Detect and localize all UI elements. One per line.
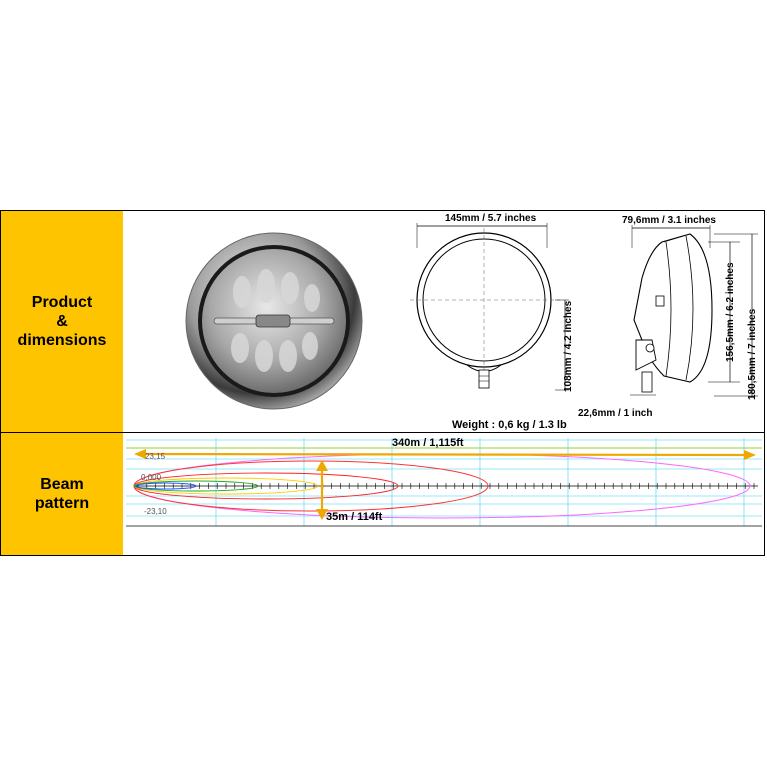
side-height-outer-label: 180,5mm / 7 inches — [747, 308, 758, 400]
beam-pattern-header — [1, 433, 123, 555]
beam-label-line2: pattern — [34, 495, 90, 512]
front-height-label: 108mm / 4.2 inches — [563, 300, 574, 392]
side-depth-label: 79,6mm / 3.1 inches — [622, 215, 716, 226]
y-tick-mid: 0,000 — [141, 473, 162, 482]
product-dimensions-header — [1, 211, 123, 432]
front-width-label: 145mm / 5.7 inches — [445, 213, 537, 224]
mount-width-label: 22,6mm / 1 inch — [578, 408, 653, 419]
beam-distance-label: 340m / 1,115ft — [392, 437, 464, 449]
beam-width-label: 35m / 114ft — [326, 511, 383, 523]
beam-label-line1: Beam — [40, 476, 84, 493]
beam-pattern-chart — [126, 438, 762, 530]
side-height-inner-label: 156,5mm / 6.2 inches — [725, 262, 736, 362]
product-label-line2: & — [56, 313, 68, 330]
front-view-drawing — [405, 220, 585, 410]
product-label-line1: Product — [31, 294, 93, 311]
side-view-drawing — [620, 220, 760, 420]
weight-label: Weight : 0,6 kg / 1.3 lb — [452, 419, 567, 431]
y-tick-bottom: -23,10 — [144, 507, 167, 516]
product-label-line3: dimensions — [17, 332, 107, 349]
y-tick-top: 23,15 — [145, 452, 166, 461]
headlamp-product-image — [180, 220, 370, 420]
